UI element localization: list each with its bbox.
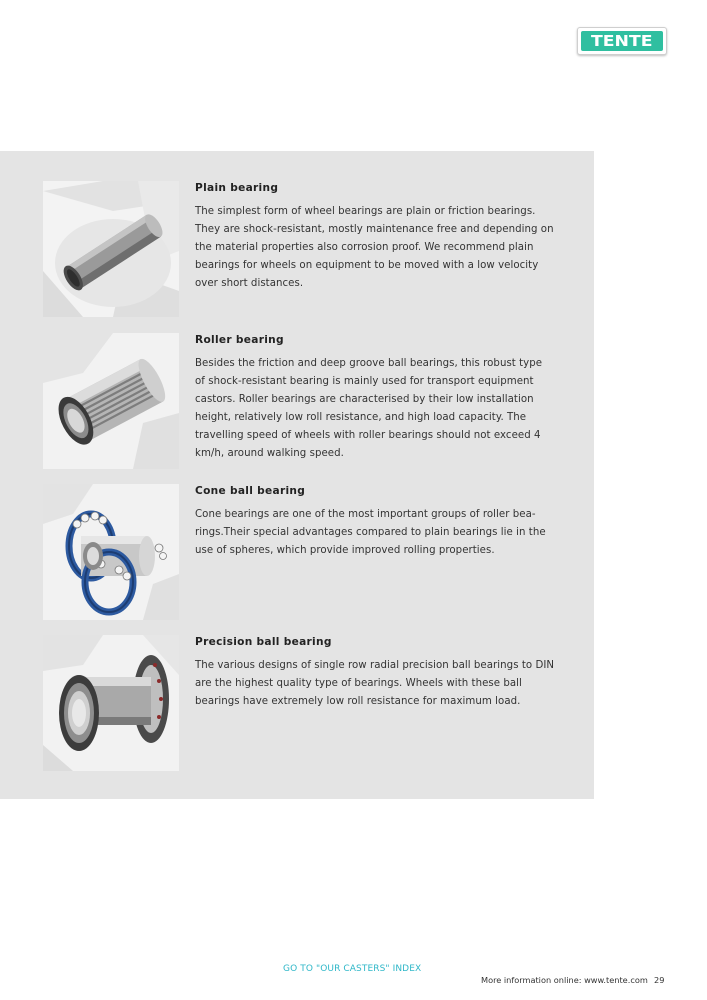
precision-ball-bearing-image	[43, 635, 179, 771]
plain-bearing-image	[43, 181, 179, 317]
cone-ball-bearing-text	[195, 484, 555, 560]
tente-logo	[577, 27, 667, 55]
bearings-panel	[0, 151, 594, 799]
more-information-text: More information online: www.tente.com	[481, 975, 648, 985]
casters-index-link[interactable]: GO TO "OUR CASTERS" INDEX	[283, 964, 422, 974]
section-body: Besides the friction and deep groove ball bearings, this robust type of shock-resistant bearing is mainly used for transport equipment castors. Roller bearings are characterised by their low installation height, relatively low roll resistance, and high load capacity. The travelling speed of wheels with roller bearings should not exceed 4 km/h, around walking speed.	[195, 358, 543, 459]
roller-bearing-image	[43, 333, 179, 469]
section-heading: Plain bearing	[195, 182, 279, 194]
cone-ball-bearing-image	[43, 484, 179, 620]
precision-ball-bearing-text	[195, 635, 555, 711]
section-heading: Roller bearing	[195, 334, 284, 346]
section-body: The various designs of single row radial precision ball bearings to DIN are the highest quality type of bearings. Wheels with these ball bearings have extremely low roll resistance for maximum load.	[195, 660, 555, 707]
plain-bearing-text	[195, 181, 555, 293]
page-number: 29	[654, 975, 665, 985]
logo-badge	[581, 31, 663, 51]
section-body: Cone bearings are one of the most important groups of roller bea-rings.Their special advantages compared to plain bearings lie in the use of spheres, which provide improved rolling properties.	[195, 509, 546, 556]
section-heading: Precision ball bearing	[195, 636, 332, 648]
roller-bearing-text	[195, 333, 555, 463]
section-body: The simplest form of wheel bearings are plain or friction bearings. They are shock-resistant, mostly maintenance free and depending on the material properties also corrosion proof. We recommend plain bearings for wheels on equipment to be moved with a low velocity over short distances.	[195, 206, 554, 289]
logo-text: TENTE	[591, 31, 653, 50]
section-heading: Cone ball bearing	[195, 485, 306, 497]
